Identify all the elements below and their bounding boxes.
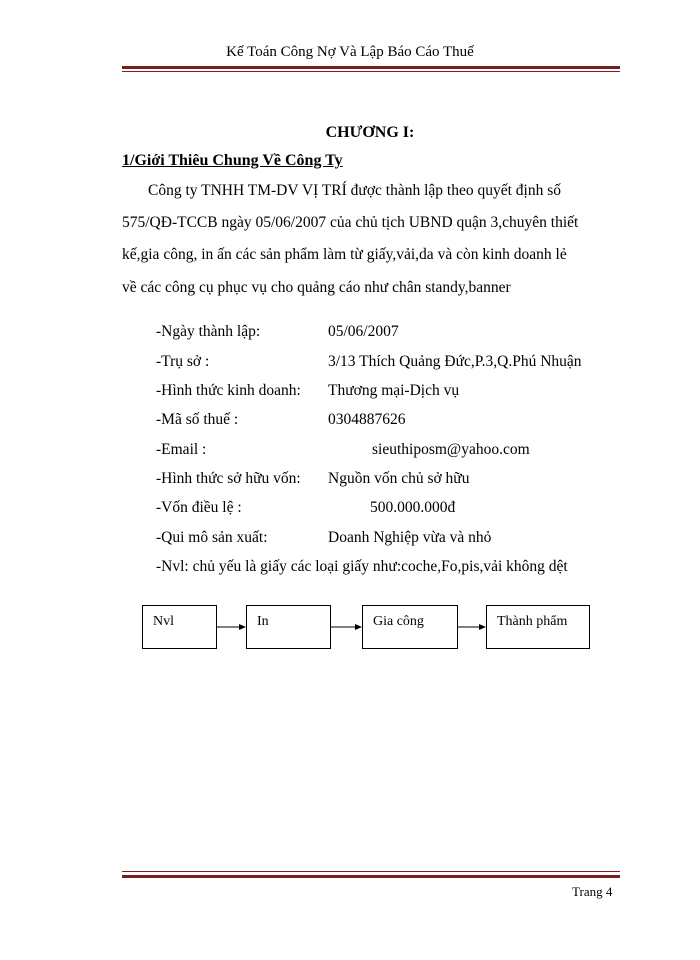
flow-arrowhead-1 xyxy=(239,624,246,630)
flow-step-label: In xyxy=(257,614,269,629)
intro-line-1: Công ty TNHH TM-DV VỊ TRÍ được thành lập theo quyết định số xyxy=(148,182,561,199)
flow-arrowhead-3 xyxy=(479,624,486,630)
info-value-founded: 05/06/2007 xyxy=(328,323,399,340)
intro-line-2: 575/QĐ-TCCB ngày 05/06/2007 của chủ tịch UBND quận 3,chuyên thiết xyxy=(122,214,579,231)
info-label-headquarters: -Trụ sở : xyxy=(156,353,210,370)
info-label-tax-code: -Mã số thuế : xyxy=(156,411,239,428)
info-value-ownership: Nguồn vốn chủ sở hữu xyxy=(328,470,470,487)
info-value-business-type: Thương mại-Dịch vụ xyxy=(328,382,460,399)
info-label-ownership: -Hình thức sở hữu vốn: xyxy=(156,470,301,487)
info-value-scale: Doanh Nghiệp vừa và nhỏ xyxy=(328,529,492,546)
info-label-capital: -Vốn điều lệ : xyxy=(156,499,242,516)
flow-step-label: Gia công xyxy=(373,614,424,629)
info-value-email: sieuthiposm@yahoo.com xyxy=(372,441,530,458)
info-label-business-type: -Hình thức kinh doanh: xyxy=(156,382,301,399)
chapter-title: CHƯƠNG I: xyxy=(325,124,415,141)
info-value-tax-code: 0304887626 xyxy=(328,411,406,428)
intro-line-3: kế,gia công, in ấn các sản phẩm làm từ giấy,vải,da và còn kinh doanh lẻ xyxy=(122,246,567,263)
section-heading: 1/Giới Thiêu Chung Về Công Ty xyxy=(122,152,343,169)
info-label-email: -Email : xyxy=(156,441,207,458)
page-header-title: Kế Toán Công Nợ Và Lập Báo Cáo Thuế xyxy=(226,44,474,60)
info-label-scale: -Qui mô sản xuất: xyxy=(156,529,268,546)
flow-step-label: Nvl xyxy=(153,614,174,629)
info-value-headquarters: 3/13 Thích Quảng Đức,P.3,Q.Phú Nhuận xyxy=(328,353,582,370)
footer-rule-thick xyxy=(122,875,620,878)
footer-rule-thin xyxy=(122,871,620,872)
page-number: Trang 4 xyxy=(572,884,613,899)
flow-step-label: Thành phẩm xyxy=(497,614,568,629)
flow-arrowhead-2 xyxy=(355,624,362,630)
info-label-founded: -Ngày thành lập: xyxy=(156,323,261,340)
materials-line: -Nvl: chủ yếu là giấy các loại giấy như:coche,Fo,pis,vải không dệt xyxy=(156,558,568,575)
info-value-capital: 500.000.000đ xyxy=(370,499,456,516)
intro-line-4: về các công cụ phục vụ cho quảng cáo như chân standy,banner xyxy=(122,279,511,296)
